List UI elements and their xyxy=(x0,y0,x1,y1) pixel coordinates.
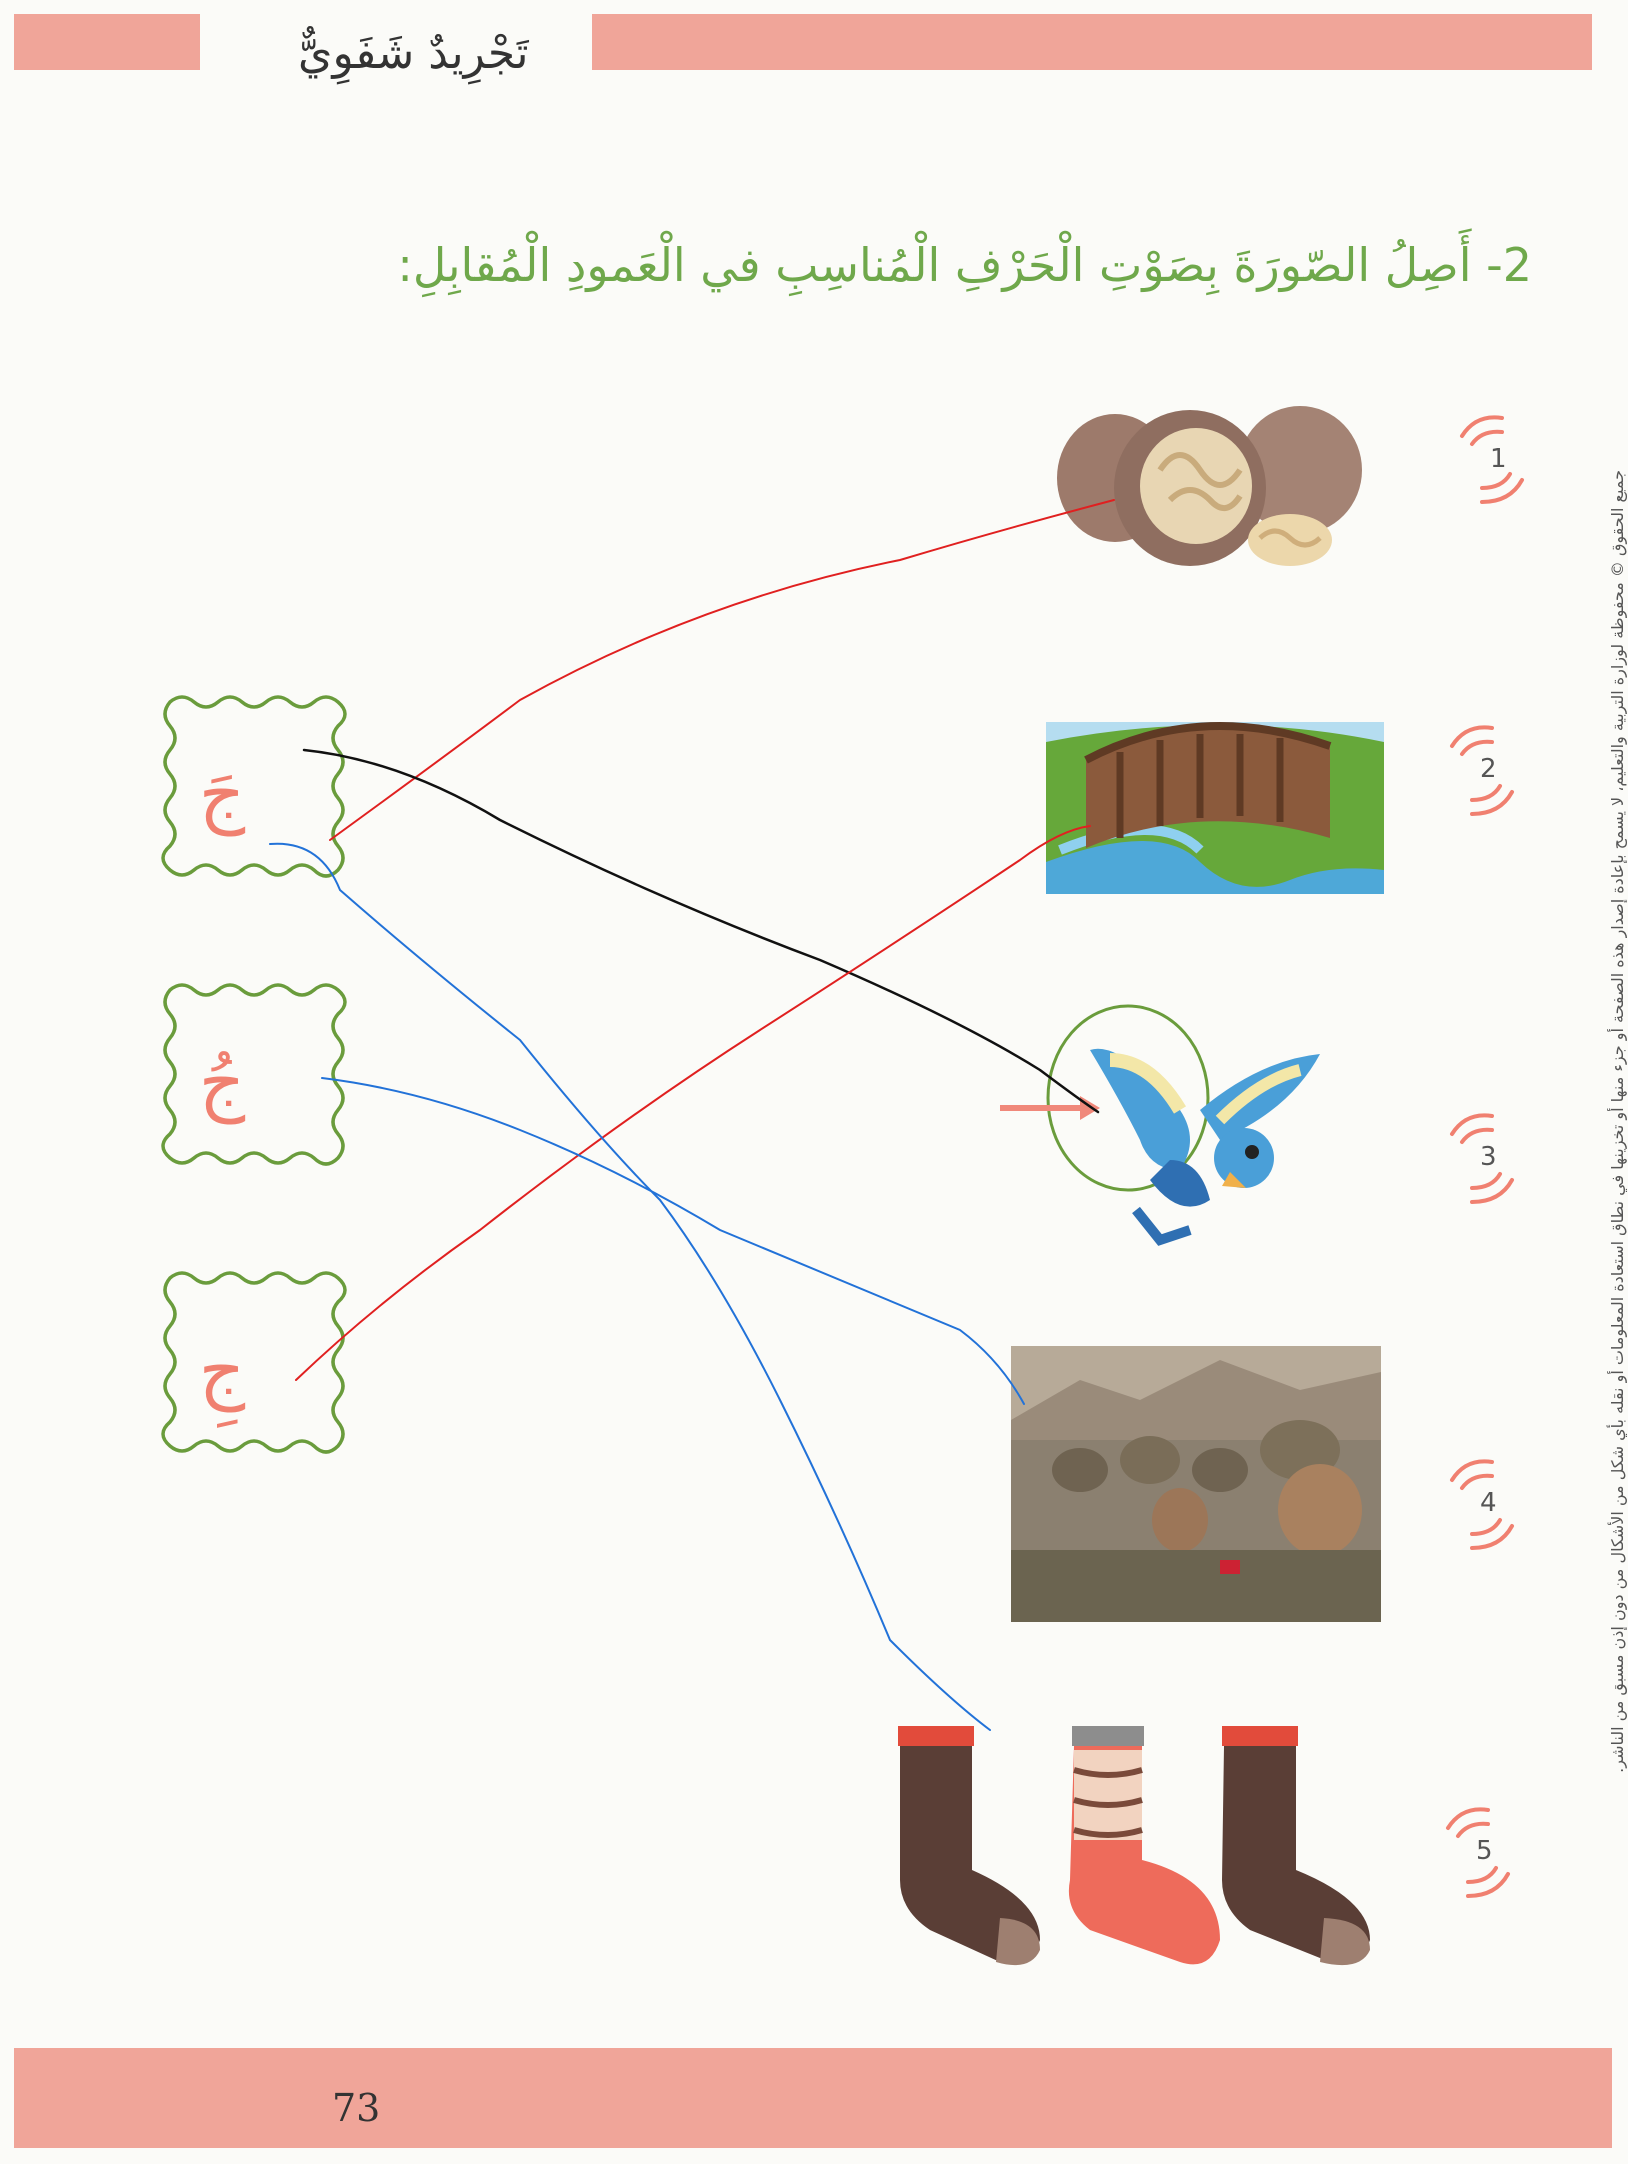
match-line-red-1 xyxy=(330,500,1114,840)
instruction-text: 2- أَصِلُ الصّورَةَ بِصَوْتِ الْحَرْفِ الْمُناسِبِ في الْعَمودِ الْمُقابِلِ: xyxy=(397,238,1532,292)
letter-ju[interactable]: جُ xyxy=(198,1040,246,1124)
match-line-blue-2 xyxy=(322,1078,1024,1404)
page-number: 73 xyxy=(332,2086,381,2130)
bird-image[interactable] xyxy=(1000,1006,1320,1240)
item-number-2: 2 xyxy=(1480,754,1497,784)
item-number-4: 4 xyxy=(1480,1488,1497,1518)
socks-image[interactable] xyxy=(898,1726,1370,1965)
header-title: تَجْرِيدٌ شَفَوِيٌّ xyxy=(298,28,529,79)
item-number-1: 1 xyxy=(1490,444,1507,474)
letter-ji[interactable]: جِ xyxy=(198,1328,246,1412)
item-number-3: 3 xyxy=(1480,1142,1497,1172)
copyright-sidebar: جميع الحقوق © محفوظة لوزارة التربية والتعليم، لا يسمح بإعادة إصدار هذه الصفحة أو جزء منها أو تخزينها في نطاق استعادة المعلومات أو نقله بأي شكل من الأشكال من دون إذن مسبق من الناشر. xyxy=(1608,470,1627,1773)
match-line-blue-1 xyxy=(270,844,990,1730)
letter-ja[interactable]: جَ xyxy=(198,752,246,836)
item-number-5: 5 xyxy=(1476,1836,1493,1866)
bridge-image[interactable] xyxy=(1046,722,1384,894)
soldiers-image[interactable] xyxy=(1011,1346,1381,1622)
walnut-image[interactable] xyxy=(1057,406,1362,566)
match-line-black xyxy=(304,750,1098,1112)
